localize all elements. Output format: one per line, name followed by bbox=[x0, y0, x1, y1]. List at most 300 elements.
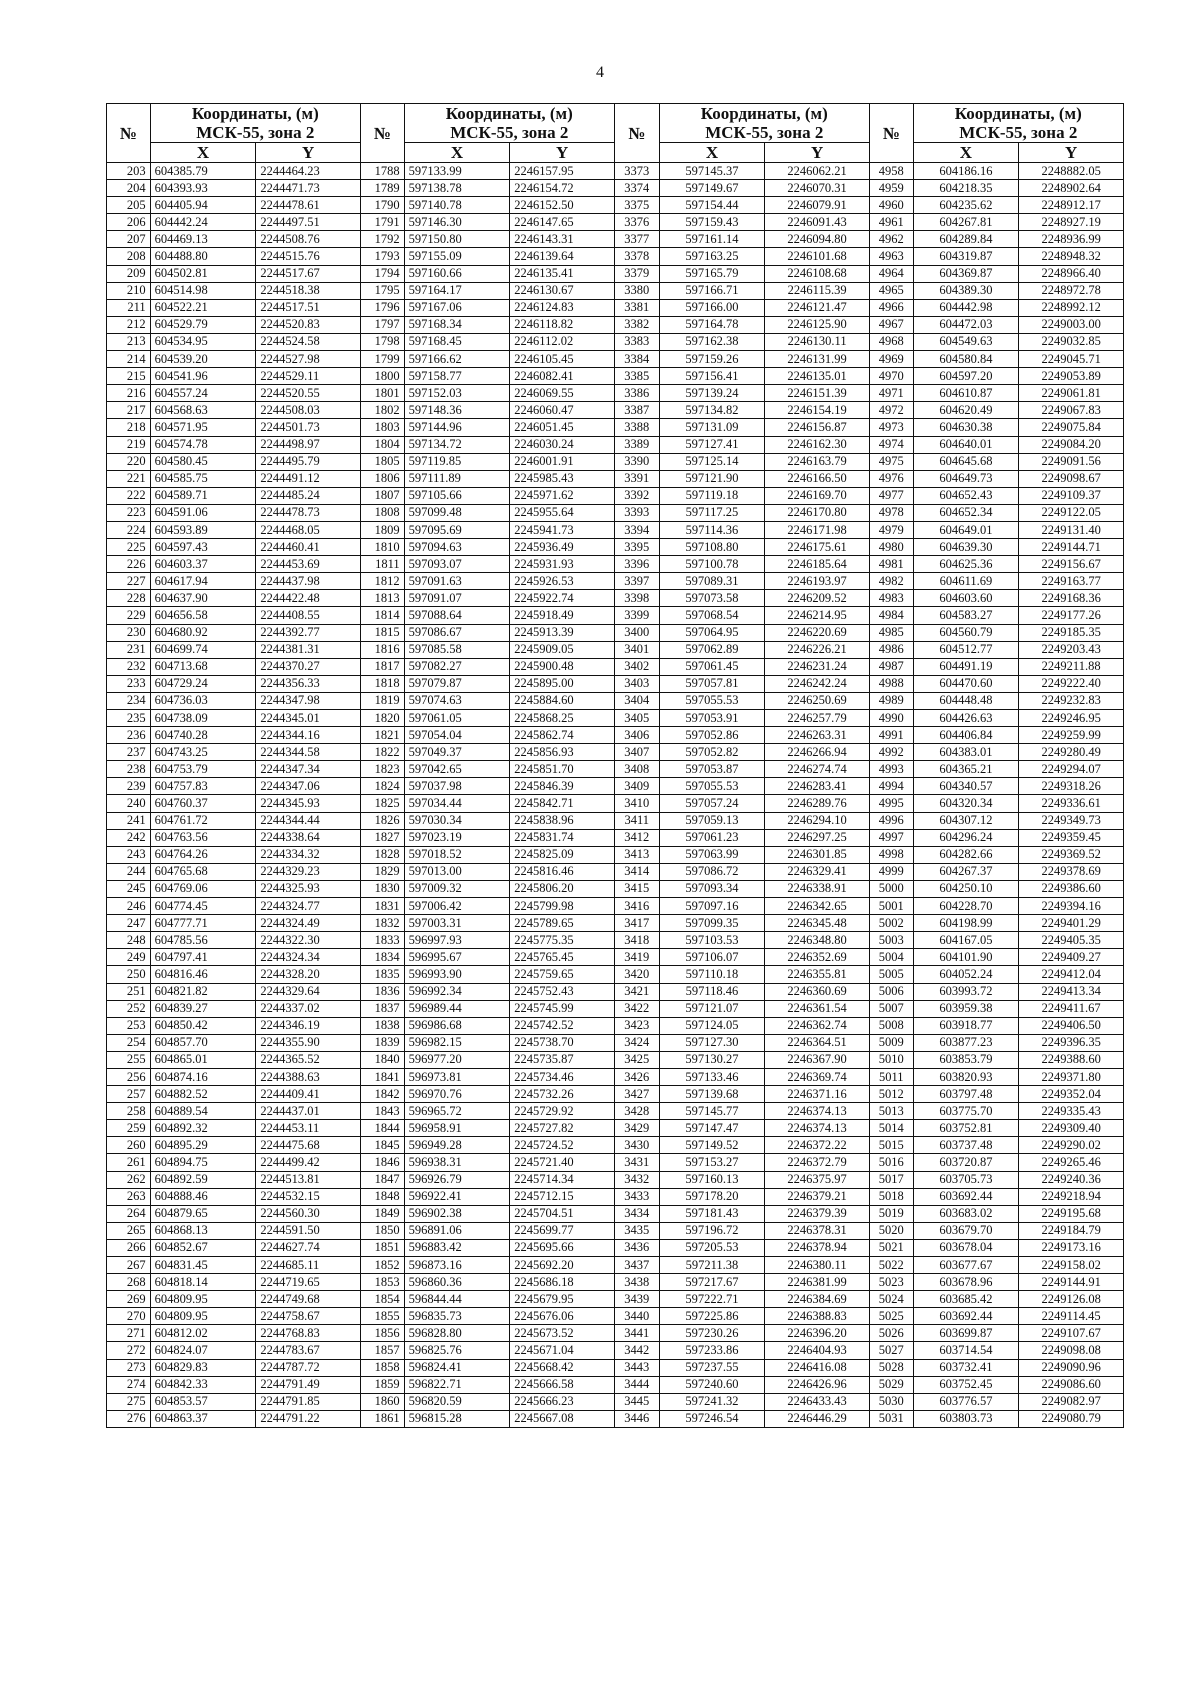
point-number-cell: 259 bbox=[107, 1120, 151, 1137]
y-value-cell: 2244749.68 bbox=[256, 1291, 361, 1308]
point-number-cell: 1858 bbox=[360, 1359, 404, 1376]
point-number-cell: 3428 bbox=[614, 1103, 659, 1120]
x-value-cell: 604763.56 bbox=[150, 829, 256, 846]
y-value-cell: 2249086.60 bbox=[1019, 1376, 1124, 1393]
point-number-cell: 242 bbox=[107, 829, 151, 846]
x-value-cell: 604894.75 bbox=[150, 1154, 256, 1171]
y-value-cell: 2249335.43 bbox=[1019, 1103, 1124, 1120]
point-number-cell: 226 bbox=[107, 556, 151, 573]
point-number-cell: 1789 bbox=[360, 180, 404, 197]
x-value-cell: 604296.24 bbox=[913, 829, 1019, 846]
point-number-cell: 3433 bbox=[614, 1188, 659, 1205]
x-value-cell: 604580.84 bbox=[913, 351, 1019, 368]
x-value-cell: 604824.07 bbox=[150, 1342, 256, 1359]
y-value-cell: 2249211.88 bbox=[1019, 658, 1124, 675]
x-value-cell: 603776.57 bbox=[913, 1393, 1019, 1410]
point-number-cell: 4985 bbox=[869, 624, 913, 641]
point-number-cell: 3387 bbox=[614, 402, 659, 419]
y-value-cell: 2246352.69 bbox=[765, 949, 870, 966]
y-value-cell: 2244518.38 bbox=[256, 282, 361, 299]
y-value-cell: 2246297.25 bbox=[765, 829, 870, 846]
point-number-cell: 3397 bbox=[614, 573, 659, 590]
y-value-cell: 2246367.90 bbox=[765, 1051, 870, 1068]
x-value-cell: 597057.81 bbox=[659, 675, 765, 692]
point-number-cell: 1825 bbox=[360, 795, 404, 812]
point-number-cell: 255 bbox=[107, 1051, 151, 1068]
table-row bbox=[107, 1051, 1124, 1068]
point-number-cell: 1852 bbox=[360, 1257, 404, 1274]
y-value-cell: 2246094.80 bbox=[765, 231, 870, 248]
point-number-cell: 3432 bbox=[614, 1171, 659, 1188]
point-number-cell: 1833 bbox=[360, 932, 404, 949]
table-row bbox=[107, 197, 1124, 214]
point-number-cell: 3421 bbox=[614, 983, 659, 1000]
y-value-cell: 2245712.15 bbox=[510, 1188, 615, 1205]
y-value-cell: 2246355.81 bbox=[765, 966, 870, 983]
x-value-cell: 597130.27 bbox=[659, 1051, 765, 1068]
x-value-cell: 604198.99 bbox=[913, 915, 1019, 932]
point-number-cell: 1798 bbox=[360, 333, 404, 350]
point-number-cell: 203 bbox=[107, 163, 151, 180]
x-value-cell: 604892.59 bbox=[150, 1171, 256, 1188]
y-value-cell: 2244322.30 bbox=[256, 932, 361, 949]
x-value-cell: 604529.79 bbox=[150, 316, 256, 333]
y-value-cell: 2245666.23 bbox=[510, 1393, 615, 1410]
x-value-cell: 597156.41 bbox=[659, 368, 765, 385]
point-number-cell: 1824 bbox=[360, 778, 404, 795]
table-row bbox=[107, 1239, 1124, 1256]
x-value-cell: 604729.24 bbox=[150, 675, 256, 692]
y-value-cell: 2246342.65 bbox=[765, 898, 870, 915]
point-number-cell: 1846 bbox=[360, 1154, 404, 1171]
y-value-cell: 2249173.16 bbox=[1019, 1239, 1124, 1256]
y-value-cell: 2245900.48 bbox=[510, 658, 615, 675]
y-value-cell: 2246125.90 bbox=[765, 316, 870, 333]
y-value-cell: 2246214.95 bbox=[765, 607, 870, 624]
y-value-cell: 2245816.46 bbox=[510, 863, 615, 880]
point-number-cell: 206 bbox=[107, 214, 151, 231]
y-value-cell: 2249371.80 bbox=[1019, 1068, 1124, 1085]
y-value-cell: 2248966.40 bbox=[1019, 265, 1124, 282]
y-value-cell: 2249318.26 bbox=[1019, 778, 1124, 795]
y-value-cell: 2246162.30 bbox=[765, 436, 870, 453]
point-number-cell: 4986 bbox=[869, 641, 913, 658]
y-column-header: Y bbox=[510, 143, 615, 163]
x-value-cell: 597030.34 bbox=[404, 812, 510, 829]
point-number-cell: 3380 bbox=[614, 282, 659, 299]
y-value-cell: 2246163.79 bbox=[765, 453, 870, 470]
table-row bbox=[107, 710, 1124, 727]
y-value-cell: 2244529.11 bbox=[256, 368, 361, 385]
column-number-header: № bbox=[360, 104, 404, 163]
point-number-cell: 4991 bbox=[869, 727, 913, 744]
point-number-cell: 1848 bbox=[360, 1188, 404, 1205]
point-number-cell: 218 bbox=[107, 419, 151, 436]
x-value-cell: 597159.43 bbox=[659, 214, 765, 231]
point-number-cell: 207 bbox=[107, 231, 151, 248]
x-value-cell: 604637.90 bbox=[150, 590, 256, 607]
point-number-cell: 4981 bbox=[869, 556, 913, 573]
y-value-cell: 2244499.42 bbox=[256, 1154, 361, 1171]
coordinates-table bbox=[106, 103, 1124, 1428]
point-number-cell: 3401 bbox=[614, 641, 659, 658]
y-value-cell: 2246101.68 bbox=[765, 248, 870, 265]
y-value-cell: 2245668.42 bbox=[510, 1359, 615, 1376]
y-value-cell: 2246372.22 bbox=[765, 1137, 870, 1154]
point-number-cell: 1844 bbox=[360, 1120, 404, 1137]
point-number-cell: 1792 bbox=[360, 231, 404, 248]
table-row bbox=[107, 539, 1124, 556]
x-value-cell: 597089.31 bbox=[659, 573, 765, 590]
x-value-cell: 596938.31 bbox=[404, 1154, 510, 1171]
x-value-cell: 597233.86 bbox=[659, 1342, 765, 1359]
y-value-cell: 2249163.77 bbox=[1019, 573, 1124, 590]
y-value-cell: 2244527.98 bbox=[256, 351, 361, 368]
x-value-cell: 597053.91 bbox=[659, 710, 765, 727]
x-value-cell: 603752.45 bbox=[913, 1376, 1019, 1393]
y-value-cell: 2245985.43 bbox=[510, 470, 615, 487]
y-value-cell: 2245851.70 bbox=[510, 761, 615, 778]
point-number-cell: 4984 bbox=[869, 607, 913, 624]
x-value-cell: 604574.78 bbox=[150, 436, 256, 453]
y-value-cell: 2246371.16 bbox=[765, 1086, 870, 1103]
x-value-cell: 604740.28 bbox=[150, 727, 256, 744]
x-value-cell: 604250.10 bbox=[913, 880, 1019, 897]
y-value-cell: 2246220.69 bbox=[765, 624, 870, 641]
x-value-cell: 604640.01 bbox=[913, 436, 1019, 453]
x-value-cell: 597147.47 bbox=[659, 1120, 765, 1137]
x-value-cell: 604652.43 bbox=[913, 487, 1019, 504]
point-number-cell: 4958 bbox=[869, 163, 913, 180]
point-number-cell: 4967 bbox=[869, 316, 913, 333]
y-value-cell: 2246030.24 bbox=[510, 436, 615, 453]
table-row bbox=[107, 1103, 1124, 1120]
x-value-cell: 597133.99 bbox=[404, 163, 510, 180]
y-value-cell: 2245846.39 bbox=[510, 778, 615, 795]
x-value-cell: 603853.79 bbox=[913, 1051, 1019, 1068]
x-value-cell: 603678.96 bbox=[913, 1274, 1019, 1291]
point-number-cell: 1855 bbox=[360, 1308, 404, 1325]
table-row bbox=[107, 351, 1124, 368]
x-value-cell: 604052.24 bbox=[913, 966, 1019, 983]
x-value-cell: 597095.69 bbox=[404, 521, 510, 538]
point-number-cell: 1861 bbox=[360, 1410, 404, 1427]
table-row bbox=[107, 556, 1124, 573]
point-number-cell: 5022 bbox=[869, 1257, 913, 1274]
table-row bbox=[107, 1120, 1124, 1137]
point-number-cell: 3418 bbox=[614, 932, 659, 949]
y-value-cell: 2244437.98 bbox=[256, 573, 361, 590]
y-value-cell: 2246169.70 bbox=[765, 487, 870, 504]
x-value-cell: 597054.04 bbox=[404, 727, 510, 744]
y-value-cell: 2246283.41 bbox=[765, 778, 870, 795]
point-number-cell: 5007 bbox=[869, 1000, 913, 1017]
point-number-cell: 236 bbox=[107, 727, 151, 744]
x-value-cell: 604865.01 bbox=[150, 1051, 256, 1068]
point-number-cell: 1829 bbox=[360, 863, 404, 880]
y-value-cell: 2245936.49 bbox=[510, 539, 615, 556]
point-number-cell: 3409 bbox=[614, 778, 659, 795]
point-number-cell: 5026 bbox=[869, 1325, 913, 1342]
point-number-cell: 258 bbox=[107, 1103, 151, 1120]
x-column-header: X bbox=[659, 143, 765, 163]
x-value-cell: 604868.13 bbox=[150, 1222, 256, 1239]
y-value-cell: 2249185.35 bbox=[1019, 624, 1124, 641]
y-value-cell: 2249405.35 bbox=[1019, 932, 1124, 949]
y-value-cell: 2246263.31 bbox=[765, 727, 870, 744]
point-number-cell: 4964 bbox=[869, 265, 913, 282]
x-value-cell: 597127.30 bbox=[659, 1034, 765, 1051]
point-number-cell: 1804 bbox=[360, 436, 404, 453]
y-value-cell: 2246112.02 bbox=[510, 333, 615, 350]
x-value-cell: 603737.48 bbox=[913, 1137, 1019, 1154]
y-value-cell: 2246274.74 bbox=[765, 761, 870, 778]
x-value-cell: 604839.27 bbox=[150, 1000, 256, 1017]
y-value-cell: 2245918.49 bbox=[510, 607, 615, 624]
point-number-cell: 1815 bbox=[360, 624, 404, 641]
x-value-cell: 604853.57 bbox=[150, 1393, 256, 1410]
x-value-cell: 604831.45 bbox=[150, 1257, 256, 1274]
x-value-cell: 604502.81 bbox=[150, 265, 256, 282]
point-number-cell: 3431 bbox=[614, 1154, 659, 1171]
x-value-cell: 597139.68 bbox=[659, 1086, 765, 1103]
point-number-cell: 1850 bbox=[360, 1222, 404, 1239]
y-value-cell: 2246289.76 bbox=[765, 795, 870, 812]
point-number-cell: 1849 bbox=[360, 1205, 404, 1222]
x-value-cell: 596824.41 bbox=[404, 1359, 510, 1376]
point-number-cell: 208 bbox=[107, 248, 151, 265]
point-number-cell: 4966 bbox=[869, 299, 913, 316]
y-value-cell: 2245838.96 bbox=[510, 812, 615, 829]
point-number-cell: 3400 bbox=[614, 624, 659, 641]
x-value-cell: 596844.44 bbox=[404, 1291, 510, 1308]
y-value-cell: 2248936.99 bbox=[1019, 231, 1124, 248]
point-number-cell: 3437 bbox=[614, 1257, 659, 1274]
point-number-cell: 1860 bbox=[360, 1393, 404, 1410]
x-value-cell: 597100.78 bbox=[659, 556, 765, 573]
x-value-cell: 596815.28 bbox=[404, 1410, 510, 1427]
point-number-cell: 1802 bbox=[360, 402, 404, 419]
y-value-cell: 2249184.79 bbox=[1019, 1222, 1124, 1239]
point-number-cell: 1808 bbox=[360, 504, 404, 521]
x-value-cell: 597124.05 bbox=[659, 1017, 765, 1034]
point-number-cell: 5023 bbox=[869, 1274, 913, 1291]
page-number: 4 bbox=[596, 64, 604, 81]
x-value-cell: 597166.62 bbox=[404, 351, 510, 368]
y-value-cell: 2249144.91 bbox=[1019, 1274, 1124, 1291]
x-value-cell: 597118.46 bbox=[659, 983, 765, 1000]
x-value-cell: 604850.42 bbox=[150, 1017, 256, 1034]
y-value-cell: 2245667.08 bbox=[510, 1410, 615, 1427]
x-value-cell: 597119.18 bbox=[659, 487, 765, 504]
table-row bbox=[107, 846, 1124, 863]
point-number-cell: 4987 bbox=[869, 658, 913, 675]
table-row bbox=[107, 1308, 1124, 1325]
point-number-cell: 1797 bbox=[360, 316, 404, 333]
table-row bbox=[107, 1034, 1124, 1051]
x-value-cell: 603797.48 bbox=[913, 1086, 1019, 1103]
y-value-cell: 2244325.93 bbox=[256, 880, 361, 897]
x-value-cell: 604738.09 bbox=[150, 710, 256, 727]
x-value-cell: 596986.68 bbox=[404, 1017, 510, 1034]
y-value-cell: 2245884.60 bbox=[510, 692, 615, 709]
coordinates-header bbox=[913, 104, 1123, 143]
point-number-cell: 4963 bbox=[869, 248, 913, 265]
point-number-cell: 3446 bbox=[614, 1410, 659, 1427]
x-value-cell: 596902.38 bbox=[404, 1205, 510, 1222]
coordinates-title: Координаты, (м) bbox=[191, 104, 319, 123]
y-value-cell: 2244719.65 bbox=[256, 1274, 361, 1291]
table-row bbox=[107, 898, 1124, 915]
x-value-cell: 604385.79 bbox=[150, 163, 256, 180]
coordinates-header bbox=[150, 104, 360, 143]
x-value-cell: 604649.73 bbox=[913, 470, 1019, 487]
x-value-cell: 604571.95 bbox=[150, 419, 256, 436]
x-value-cell: 604491.19 bbox=[913, 658, 1019, 675]
point-number-cell: 1831 bbox=[360, 898, 404, 915]
y-value-cell: 2245799.98 bbox=[510, 898, 615, 915]
y-value-cell: 2244591.50 bbox=[256, 1222, 361, 1239]
y-value-cell: 2244491.12 bbox=[256, 470, 361, 487]
y-value-cell: 2246379.39 bbox=[765, 1205, 870, 1222]
y-value-cell: 2244515.76 bbox=[256, 248, 361, 265]
point-number-cell: 5008 bbox=[869, 1017, 913, 1034]
y-value-cell: 2249240.36 bbox=[1019, 1171, 1124, 1188]
x-value-cell: 604736.03 bbox=[150, 692, 256, 709]
y-value-cell: 2249032.85 bbox=[1019, 333, 1124, 350]
x-value-cell: 604307.12 bbox=[913, 812, 1019, 829]
point-number-cell: 1806 bbox=[360, 470, 404, 487]
x-value-cell: 603959.38 bbox=[913, 1000, 1019, 1017]
x-value-cell: 604863.37 bbox=[150, 1410, 256, 1427]
point-number-cell: 1830 bbox=[360, 880, 404, 897]
y-value-cell: 2244513.81 bbox=[256, 1171, 361, 1188]
y-value-cell: 2244495.79 bbox=[256, 453, 361, 470]
y-value-cell: 2246257.79 bbox=[765, 710, 870, 727]
y-value-cell: 2246139.64 bbox=[510, 248, 615, 265]
point-number-cell: 3445 bbox=[614, 1393, 659, 1410]
point-number-cell: 4977 bbox=[869, 487, 913, 504]
point-number-cell: 233 bbox=[107, 675, 151, 692]
y-value-cell: 2246231.24 bbox=[765, 658, 870, 675]
point-number-cell: 250 bbox=[107, 966, 151, 983]
point-number-cell: 245 bbox=[107, 880, 151, 897]
y-value-cell: 2246388.83 bbox=[765, 1308, 870, 1325]
y-value-cell: 2249075.84 bbox=[1019, 419, 1124, 436]
point-number-cell: 257 bbox=[107, 1086, 151, 1103]
y-value-cell: 2246250.69 bbox=[765, 692, 870, 709]
point-number-cell: 253 bbox=[107, 1017, 151, 1034]
table-row bbox=[107, 727, 1124, 744]
point-number-cell: 1843 bbox=[360, 1103, 404, 1120]
y-value-cell: 2245842.71 bbox=[510, 795, 615, 812]
x-value-cell: 603714.54 bbox=[913, 1342, 1019, 1359]
table-row bbox=[107, 778, 1124, 795]
point-number-cell: 1819 bbox=[360, 692, 404, 709]
x-value-cell: 597230.26 bbox=[659, 1325, 765, 1342]
y-value-cell: 2244347.34 bbox=[256, 761, 361, 778]
x-value-cell: 604267.81 bbox=[913, 214, 1019, 231]
x-value-cell: 604218.35 bbox=[913, 180, 1019, 197]
point-number-cell: 3384 bbox=[614, 351, 659, 368]
point-number-cell: 3423 bbox=[614, 1017, 659, 1034]
y-value-cell: 2246193.97 bbox=[765, 573, 870, 590]
table-row bbox=[107, 1000, 1124, 1017]
y-value-cell: 2244460.41 bbox=[256, 539, 361, 556]
y-value-cell: 2249122.05 bbox=[1019, 504, 1124, 521]
x-value-cell: 604797.41 bbox=[150, 949, 256, 966]
x-value-cell: 597134.72 bbox=[404, 436, 510, 453]
x-value-cell: 604761.72 bbox=[150, 812, 256, 829]
header-title-row bbox=[107, 104, 1124, 143]
x-value-cell: 596982.15 bbox=[404, 1034, 510, 1051]
y-value-cell: 2244508.76 bbox=[256, 231, 361, 248]
x-value-cell: 597225.86 bbox=[659, 1308, 765, 1325]
x-value-cell: 604603.37 bbox=[150, 556, 256, 573]
point-number-cell: 5000 bbox=[869, 880, 913, 897]
point-number-cell: 4965 bbox=[869, 282, 913, 299]
table-row bbox=[107, 368, 1124, 385]
y-value-cell: 2244471.73 bbox=[256, 180, 361, 197]
point-number-cell: 1821 bbox=[360, 727, 404, 744]
x-value-cell: 604560.79 bbox=[913, 624, 1019, 641]
point-number-cell: 271 bbox=[107, 1325, 151, 1342]
x-value-cell: 597037.98 bbox=[404, 778, 510, 795]
x-value-cell: 604812.02 bbox=[150, 1325, 256, 1342]
y-value-cell: 2246156.87 bbox=[765, 419, 870, 436]
point-number-cell: 3393 bbox=[614, 504, 659, 521]
y-value-cell: 2249098.67 bbox=[1019, 470, 1124, 487]
point-number-cell: 3390 bbox=[614, 453, 659, 470]
point-number-cell: 3426 bbox=[614, 1068, 659, 1085]
y-value-cell: 2244355.90 bbox=[256, 1034, 361, 1051]
table-row bbox=[107, 316, 1124, 333]
y-value-cell: 2246154.72 bbox=[510, 180, 615, 197]
point-number-cell: 235 bbox=[107, 710, 151, 727]
y-value-cell: 2245699.77 bbox=[510, 1222, 615, 1239]
y-value-cell: 2244370.27 bbox=[256, 658, 361, 675]
x-value-cell: 604743.25 bbox=[150, 744, 256, 761]
y-value-cell: 2244468.05 bbox=[256, 521, 361, 538]
y-value-cell: 2249107.67 bbox=[1019, 1325, 1124, 1342]
y-value-cell: 2246338.91 bbox=[765, 880, 870, 897]
y-value-cell: 2249222.40 bbox=[1019, 675, 1124, 692]
y-value-cell: 2245714.34 bbox=[510, 1171, 615, 1188]
x-value-cell: 604512.77 bbox=[913, 641, 1019, 658]
y-value-cell: 2249280.49 bbox=[1019, 744, 1124, 761]
y-value-cell: 2244324.49 bbox=[256, 915, 361, 932]
point-number-cell: 3427 bbox=[614, 1086, 659, 1103]
y-value-cell: 2244791.85 bbox=[256, 1393, 361, 1410]
x-value-cell: 597114.36 bbox=[659, 521, 765, 538]
point-number-cell: 1822 bbox=[360, 744, 404, 761]
coordinates-title: Координаты, (м) bbox=[954, 104, 1082, 123]
y-value-cell: 2246091.43 bbox=[765, 214, 870, 231]
point-number-cell: 3440 bbox=[614, 1308, 659, 1325]
point-number-cell: 4995 bbox=[869, 795, 913, 812]
table-row bbox=[107, 265, 1124, 282]
y-value-cell: 2244787.72 bbox=[256, 1359, 361, 1376]
x-value-cell: 603877.23 bbox=[913, 1034, 1019, 1051]
x-value-cell: 604895.29 bbox=[150, 1137, 256, 1154]
x-value-cell: 597165.79 bbox=[659, 265, 765, 282]
table-row bbox=[107, 453, 1124, 470]
point-number-cell: 1809 bbox=[360, 521, 404, 538]
x-value-cell: 604442.98 bbox=[913, 299, 1019, 316]
x-value-cell: 597222.71 bbox=[659, 1291, 765, 1308]
x-value-cell: 597166.00 bbox=[659, 299, 765, 316]
y-value-cell: 2246001.91 bbox=[510, 453, 615, 470]
